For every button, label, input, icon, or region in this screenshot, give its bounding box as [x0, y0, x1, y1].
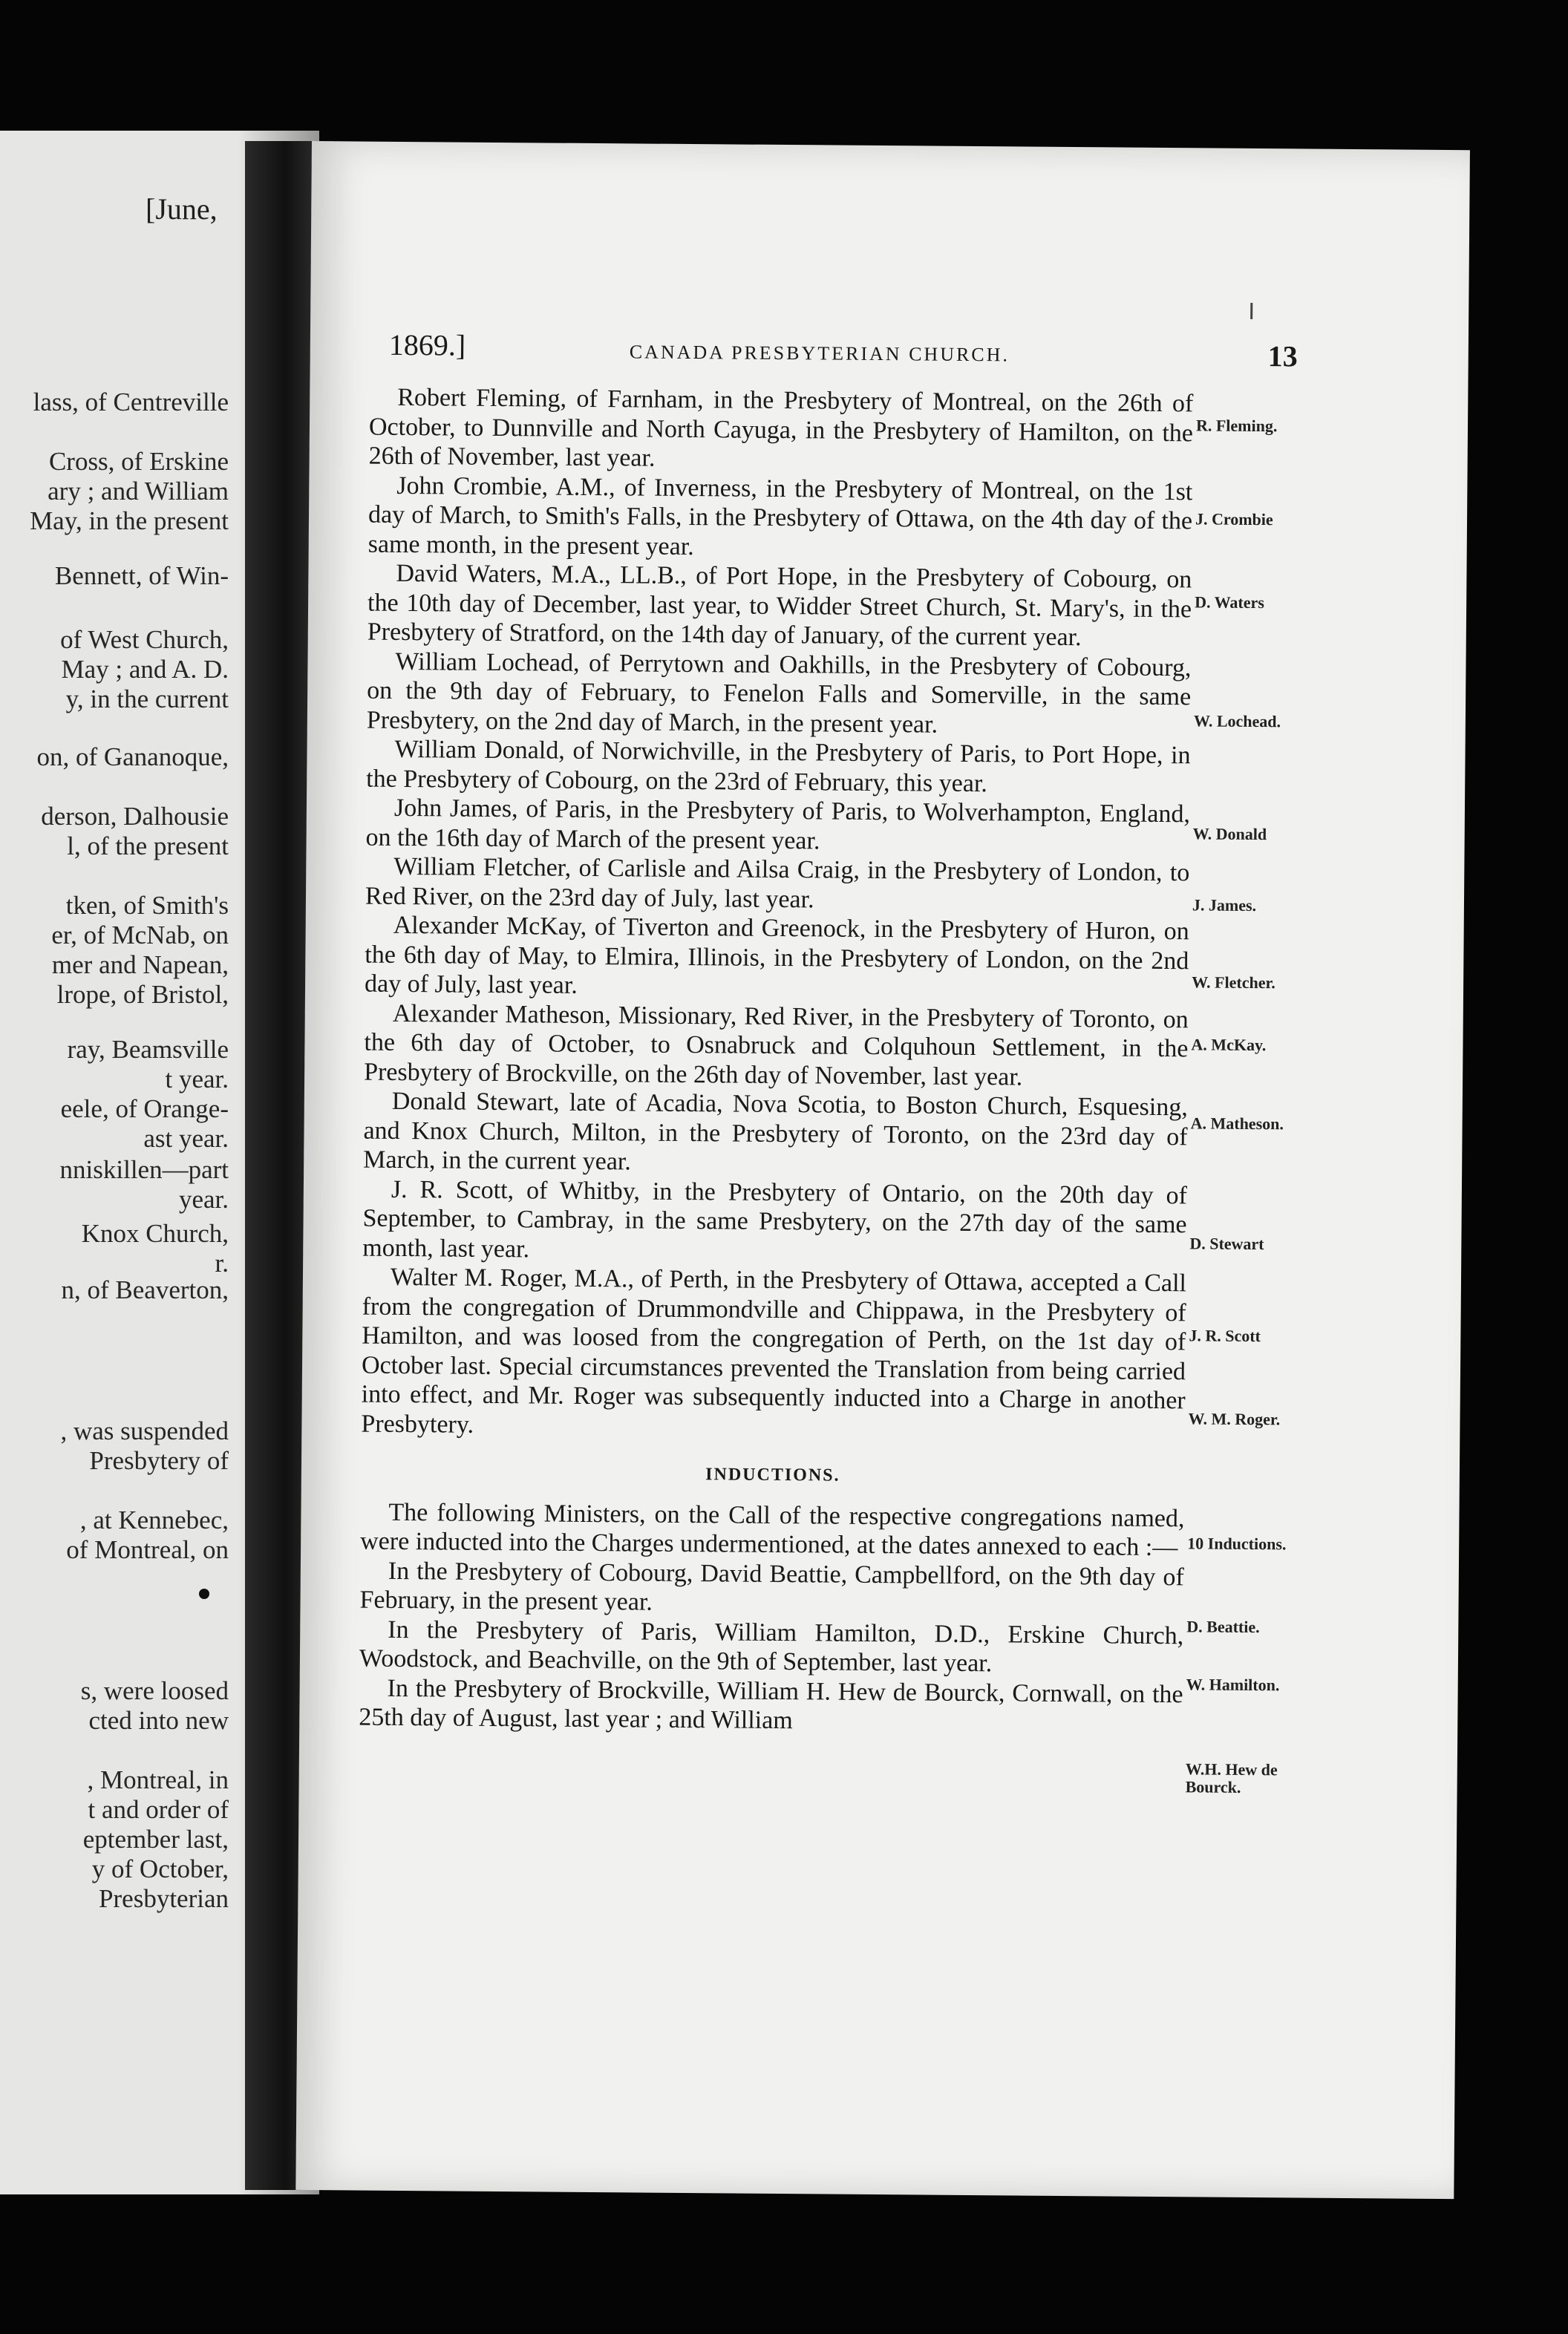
translation-paragraph: William Donald, of Norwichville, in the Presbytery of Paris, to Port Hope, in the Presbytery of Cobourg, on the 23rd of February, this year.	[366, 735, 1191, 797]
left-page-line: Knox Church,	[81, 1219, 229, 1248]
left-page-line: Presbyterian	[99, 1884, 229, 1913]
left-page-line: May ; and A. D.	[61, 655, 229, 684]
left-page-line: mer and Napean,	[51, 950, 229, 979]
induction-paragraph: In the Presbytery of Paris, William Hamilton, D.D., Erskine Church, Woodstock, and Beachville, on the 9th of September, last year.	[359, 1615, 1184, 1678]
induction-paragraph: In the Presbytery of Cobourg, David Beattie, Campbellford, on the 9th day of February, in the present year.	[359, 1557, 1184, 1616]
margin-note: W. M. Roger.	[1188, 1409, 1281, 1429]
left-page-line: May, in the present	[30, 506, 229, 535]
translation-paragraph: John James, of Paris, in the Presbytery of Paris, to Wolverhampton, England, on the 16th day of March of the present year.	[365, 794, 1191, 854]
left-page-line: tken, of Smith's	[65, 891, 229, 920]
margin-note: A. Matheson.	[1190, 1114, 1284, 1134]
left-page-line: ast year.	[143, 1124, 229, 1153]
left-page-line: , was suspended	[60, 1416, 229, 1445]
translation-paragraph: Alexander Matheson, Missionary, Red River, in the Presbytery of Toronto, on the 6th day of October, to Osnabruck and Colquhoun Settlement, in the Presbytery of Brockville, on the 26th day of November, last year.	[364, 999, 1189, 1091]
left-page-line: r.	[215, 1249, 229, 1278]
print-mark	[1250, 303, 1252, 319]
left-page-header: [June,	[146, 192, 218, 226]
left-page-line: on, of Gananoque,	[36, 742, 229, 771]
page-number: 13	[1267, 339, 1298, 373]
left-page-line: ary ; and William	[48, 477, 229, 506]
margin-note: W. Donald	[1192, 824, 1267, 844]
margin-note: D. Waters	[1195, 592, 1264, 612]
induction-paragraph: The following Ministers, on the Call of the respective congregations named, were inducted into the Charges undermentioned, at the dates annexed to each :—	[360, 1498, 1185, 1562]
margin-note: D. Beattie.	[1186, 1617, 1260, 1637]
left-page-line: , Montreal, in	[87, 1765, 229, 1794]
running-head-title: CANADA PRESBYTERIAN CHURCH.	[629, 341, 1010, 366]
margin-note: W. Lochead.	[1193, 711, 1281, 731]
left-page-line: t and order of	[88, 1795, 229, 1824]
left-page-line: , at Kennebec,	[79, 1506, 229, 1534]
margin-note: 10 Inductions.	[1187, 1534, 1287, 1554]
left-page-line: l, of the present	[67, 831, 229, 860]
translation-paragraph: David Waters, M.A., LL.B., of Port Hope, in the Presbytery of Cobourg, on the 10th day of December, last year, to Widder Street Church, St. Mary's, in the Presbytery of Stratford, on the 14th day of January, of the current year.	[367, 559, 1192, 652]
left-page-line: of Montreal, on	[66, 1535, 229, 1564]
translation-paragraph: J. R. Scott, of Whitby, in the Presbytery of Ontario, on the 20th day of September, to Cambray, in the same Presbytery, on the 27th day of the same month, last year.	[362, 1175, 1188, 1263]
margin-note: D. Stewart	[1189, 1234, 1264, 1254]
left-page-line: cted into new	[88, 1706, 229, 1735]
ink-spot	[199, 1589, 209, 1599]
body-text	[359, 383, 1193, 1739]
left-page-line: s, were loosed	[80, 1676, 229, 1705]
translation-paragraph: Robert Fleming, of Farnham, in the Presbytery of Montreal, on the 26th of October, to Dunnville and North Cayuga, in the Presbytery of Hamilton, on the 26th of November, last year.	[368, 383, 1194, 472]
left-page-line: n, of Beaverton,	[61, 1275, 229, 1304]
section-title: INDUCTIONS.	[705, 1465, 840, 1485]
left-page-line: y, in the current	[65, 684, 229, 713]
left-page-line: Cross, of Erskine	[48, 447, 229, 476]
left-page-line: y of October,	[91, 1854, 229, 1883]
margin-note: W. Hamilton.	[1186, 1675, 1280, 1695]
left-page-line: er, of McNab, on	[51, 921, 229, 949]
margin-note: W.H. Hew de Bourck.	[1185, 1759, 1278, 1797]
left-page-line: Bennett, of Win-	[54, 561, 229, 590]
margin-note: W. Fletcher.	[1192, 972, 1275, 993]
left-page-line: lrope, of Bristol,	[56, 980, 229, 1009]
left-page-line: year.	[178, 1185, 229, 1214]
translation-paragraph: Walter M. Roger, M.A., of Perth, in the Presbytery of Ottawa, accepted a Call from the congregation of Drummondville and Chippawa, in the Presbytery of Hamilton, and was loosed from the congregation of Perth, on the 1st day of October last. Special circumstances prevented the Translation from being carried into effect, and Mr. Roger was subsequently inducted into a Charge in another Presbytery.	[361, 1263, 1187, 1439]
left-page-line: eptember last,	[82, 1825, 229, 1854]
induction-paragraph: In the Presbytery of Brockville, William H. Hew de Bourck, Cornwall, on the 25th day of August, last year ; and William	[359, 1674, 1183, 1735]
translation-paragraph: William Lochead, of Perrytown and Oakhills, in the Presbytery of Cobourg, on the 9th day of February, to Fenelon Falls and Somerville, in the same Presbytery, on the 2nd day of March, in the present year.	[366, 647, 1192, 739]
margin-note: R. Fleming.	[1195, 416, 1278, 436]
margin-note: A. McKay.	[1191, 1035, 1267, 1055]
right-page	[295, 141, 1470, 2199]
margin-note: J. James.	[1192, 895, 1257, 915]
translation-paragraph: Donald Stewart, late of Acadia, Nova Scotia, to Boston Church, Esquesing, and Knox Church, Milton, in the Presbytery of Toronto, on the 23rd day of March, in the current year.	[363, 1087, 1188, 1176]
running-head-year: 1869.]	[388, 327, 466, 362]
translation-paragraph: William Fletcher, of Carlisle and Ailsa Craig, in the Presbytery of London, to Red River, on the 23rd day of July, last year.	[365, 852, 1190, 913]
left-page-line: lass, of Centreville	[33, 388, 229, 416]
margin-note: J. Crombie	[1195, 509, 1273, 529]
translation-paragraph: John Crombie, A.M., of Inverness, in the Presbytery of Montreal, on the 1st day of March, to Smith's Falls, in the Presbytery of Ottawa, on the 4th day of the same month, in the present year.	[368, 471, 1193, 560]
left-page-line: ray, Beamsville	[67, 1035, 229, 1064]
margin-note: J. R. Scott	[1189, 1326, 1261, 1346]
left-page-line: Presbytery of	[89, 1446, 229, 1475]
translation-paragraph: Alexander McKay, of Tiverton and Greenock, in the Presbytery of Huron, on the 6th day of May, to Elmira, Illinois, in the Presbytery of London, on the 2nd day of July, last year.	[364, 911, 1189, 999]
left-page-line: eele, of Orange-	[60, 1094, 229, 1123]
left-page-line: derson, Dalhousie	[41, 802, 229, 831]
left-page-line: nniskillen—part	[59, 1155, 229, 1184]
left-page-line: t year.	[165, 1065, 229, 1094]
left-page-line: of West Church,	[60, 625, 229, 654]
